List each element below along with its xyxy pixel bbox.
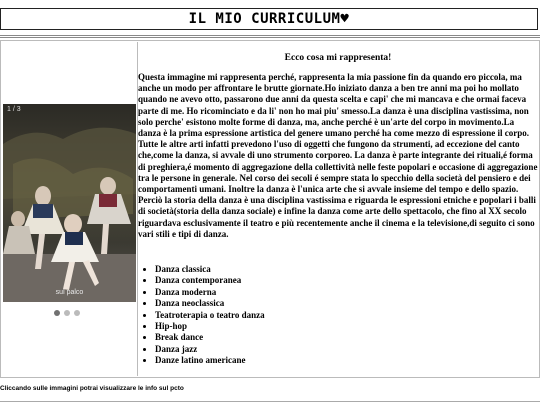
list-item: • Hip-hop: [155, 321, 265, 332]
header-bar: [0, 8, 538, 30]
dance-styles-list: [138, 264, 265, 367]
list-item: • Break dance: [155, 332, 265, 343]
slide-dot[interactable]: [74, 310, 80, 316]
content-heading: Ecco cosa mi rappresenta!: [284, 53, 392, 63]
ballet-stage-photo: [3, 104, 136, 302]
page-title: IL MIO CURRICULUM♥: [188, 11, 350, 27]
slideshow-dots: [54, 310, 80, 316]
divider: [0, 401, 540, 402]
slide-dot[interactable]: [54, 310, 60, 316]
slide-dot[interactable]: [64, 310, 70, 316]
list-item: • Danza classica: [155, 264, 265, 275]
content-column: [138, 41, 538, 377]
content-paragraph: Questa immagine mi rappresenta perché, rappresenta la mia passione fin da quando ero piccola, ma anche un modo per affrontare le brutte giornate.Ho iniziato danza a ben tre anni ma poi ho mollato quando ne avevo otto, passarono due anni da questa scelta e capi' che mi mancava e che ormai faceva parte di me. Ho ricominciato e da li' non ho mai piu' smesso.La danza è una disciplina vastissima, non solo perche' esistono molte forme di danza, ma, anche perché è un'arte del corpo in movimento.La danza è la prima espressione artistica del genere umano perché ha come mezzo di espressione il corpo. Tutte le altre arti infatti prevedono l'uso di oggetti che fungono da strumenti, ad eccezione del canto che,come la danza, si avvale di uno strumento corporeo. La danza è parte integrante dei rituali,é forma di preghiera,é momento di aggregazione della collettività nelle feste popolari e occasione di aggregazione tra le persone in generale. Nel corso dei secoli é sempre stata lo specchio della società del pensiero e dei comportamenti umani. Inoltre la danza è l'unica arte che si avvale insieme del tempo e dello spazio. Perciò la storia della danza è una disciplina vastissima e riguarda le espressioni etniche e popolari i balli di società(storia della danza sociale) e infine la danza come arte dello spettacolo, che fino al XX secolo riguardava esclusivamente il teatro e più recentemente anche il cinema e la televisione,di seguito ci sono vari stili e tipi di danza.: [138, 72, 538, 239]
divider: [0, 35, 540, 36]
list-item: • Danze latino americane: [155, 355, 265, 366]
slideshow-image[interactable]: [3, 104, 136, 302]
list-item: • Danza moderna: [155, 287, 265, 298]
list-item: • Danza contemporanea: [155, 275, 265, 286]
slide-counter: 1 / 3: [7, 106, 21, 113]
list-item: • Teatroterapia o teatro danza: [155, 310, 265, 321]
main-table: [0, 40, 540, 378]
slideshow-column: [2, 42, 138, 376]
footer-note: Cliccando sulle immagini potrai visualizzare le info sul pcto: [0, 385, 184, 392]
list-item: • Danza jazz: [155, 344, 265, 355]
list-item: • Danza neoclassica: [155, 298, 265, 309]
divider: [0, 37, 540, 38]
slide-caption: sul palco: [55, 289, 84, 296]
